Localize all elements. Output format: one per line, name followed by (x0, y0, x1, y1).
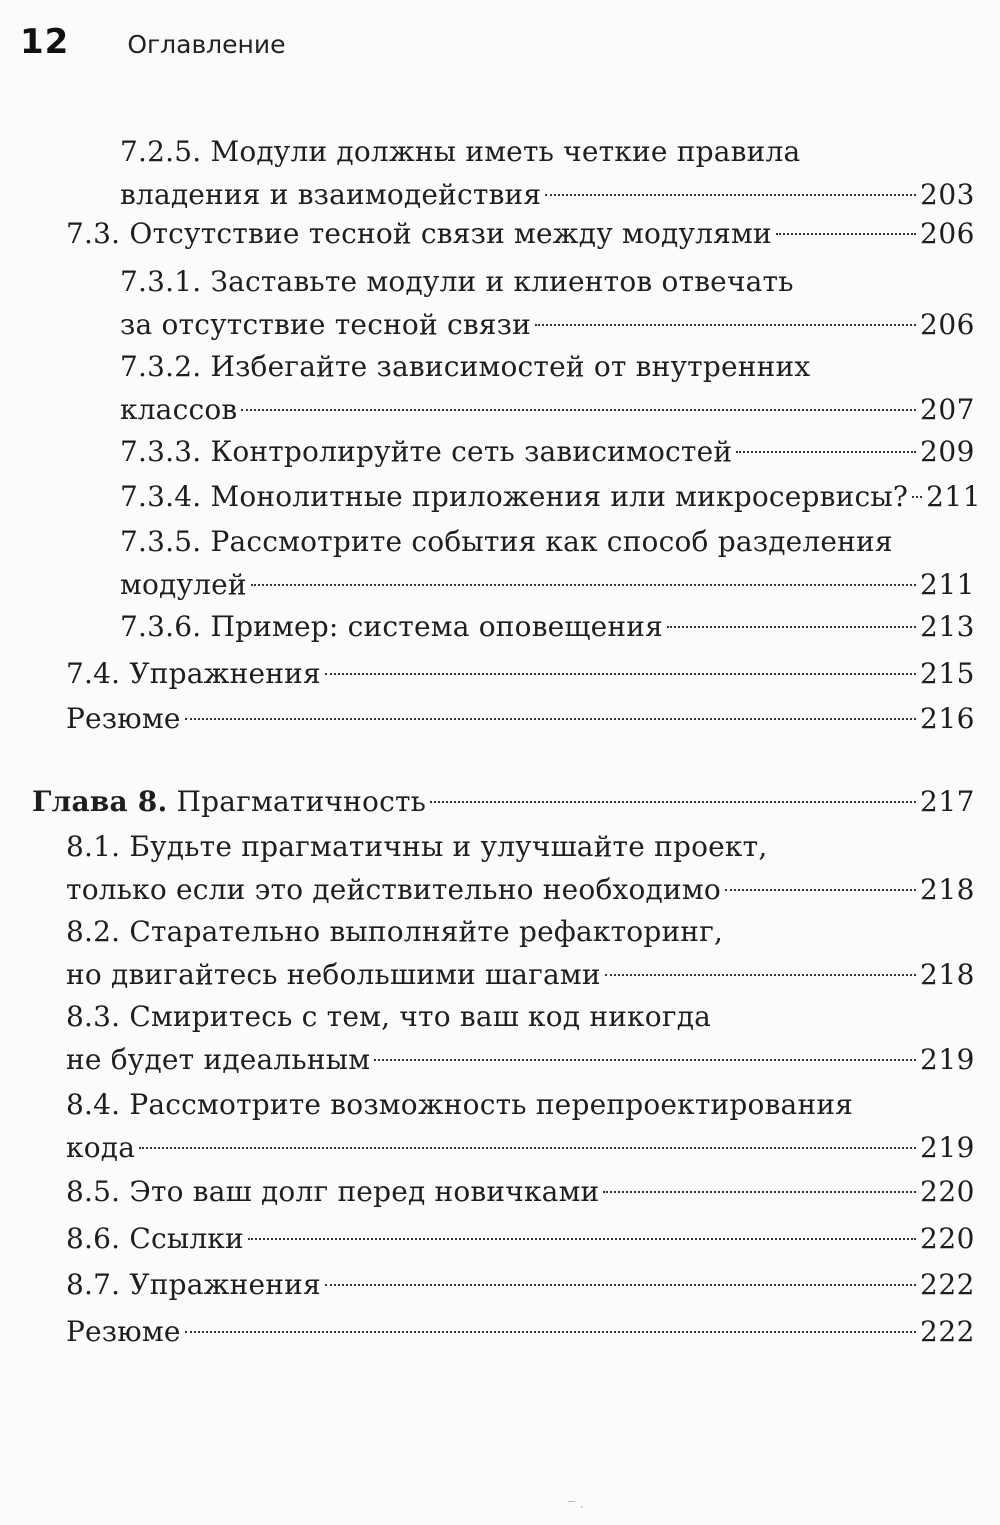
toc-entry-row (120, 563, 975, 606)
toc-entry-row (66, 1263, 975, 1306)
toc-entry-text: 7.3.4. Монолитные приложения или микросервисы? (120, 480, 909, 513)
toc-page-number: 217 (920, 785, 975, 818)
toc-entry-row (120, 173, 975, 216)
toc-page-number: 215 (920, 657, 975, 690)
toc-entry-row (120, 430, 975, 473)
dot-leader (241, 409, 916, 411)
dot-leader (605, 974, 916, 976)
toc-entry[interactable] (66, 1083, 975, 1169)
toc-page-number: 219 (920, 1043, 975, 1076)
dot-leader (912, 496, 922, 498)
toc-entry[interactable] (120, 430, 975, 473)
toc-entry-row (120, 475, 982, 518)
toc-page-number: 220 (920, 1175, 975, 1208)
toc-entry[interactable] (32, 780, 975, 823)
toc-page-number: 220 (920, 1222, 975, 1255)
toc-entry-text: 7.3.2. Избегайте зависимостей от внутренних (120, 350, 811, 383)
toc-entry[interactable] (120, 345, 975, 431)
scan-smudge: ‾ · (568, 1500, 584, 1516)
toc-entry-text: не будет идеальным (66, 1043, 371, 1076)
chapter-label: Глава 8. (32, 785, 168, 818)
toc-entry[interactable] (120, 475, 982, 518)
toc-entry-row (120, 303, 975, 346)
running-header (20, 22, 286, 62)
toc-entry-row (66, 868, 975, 911)
toc-page-number: 218 (920, 958, 975, 991)
dot-leader (185, 1331, 916, 1333)
dot-leader (535, 324, 916, 326)
toc-entry-row (32, 780, 975, 823)
toc-entry-text: 8.2. Старательно выполняйте рефакторинг, (66, 915, 724, 948)
toc-page-number: 222 (920, 1268, 975, 1301)
dot-leader (325, 1284, 916, 1286)
toc-entry-row (66, 1126, 975, 1169)
toc-entry-text: 7.3.6. Пример: система оповещения (120, 610, 664, 643)
dot-leader (736, 451, 916, 453)
toc-page-number: 211 (926, 480, 982, 513)
toc-entry[interactable] (66, 910, 975, 996)
toc-entry[interactable] (66, 697, 975, 740)
toc-entry[interactable] (120, 605, 975, 648)
dot-leader (325, 673, 916, 675)
dot-leader (667, 626, 916, 628)
toc-entry-text: 8.7. Упражнения (66, 1268, 321, 1301)
page-number: 12 (20, 22, 70, 62)
toc-entry-text: Резюме (66, 702, 181, 735)
toc-page-number: 207 (920, 393, 975, 426)
toc-entry[interactable] (66, 995, 975, 1081)
toc-entry-text: только если это действительно необходимо (66, 873, 721, 906)
toc-page-number: 216 (920, 702, 975, 735)
toc-entry-row (66, 652, 975, 695)
toc-entry[interactable] (66, 212, 975, 255)
toc-entry[interactable] (120, 130, 975, 216)
toc-entry[interactable] (120, 520, 975, 606)
toc-entry-text: классов (120, 393, 238, 426)
toc-entry-row (66, 1170, 975, 1213)
toc-page-number: 206 (920, 217, 975, 250)
dot-leader (248, 1238, 916, 1240)
toc-entry-row (66, 953, 975, 996)
toc-entry-text: 8.1. Будьте прагматичны и улучшайте проект, (66, 830, 768, 863)
toc-entry-row (66, 1217, 975, 1260)
toc-entry[interactable] (66, 1263, 975, 1306)
toc-entry[interactable] (66, 652, 975, 695)
toc-entry-row (120, 605, 975, 648)
toc-entry-text: владения и взаимодействия (120, 178, 542, 211)
toc-page-number: 222 (920, 1315, 975, 1348)
toc-entry-text: за отсутствие тесной связи (120, 308, 531, 341)
dot-leader (776, 233, 916, 235)
chapter-title: Прагматичность (176, 785, 427, 818)
toc-entry-text: 7.2.5. Модули должны иметь четкие правила (120, 135, 801, 168)
toc-entry-text: 7.3.3. Контролируйте сеть зависимостей (120, 435, 733, 468)
toc-page-number: 203 (920, 178, 975, 211)
toc-page-number: 209 (920, 435, 975, 468)
toc-page-number: 218 (920, 873, 975, 906)
toc-entry[interactable] (66, 1310, 975, 1353)
dot-leader (725, 889, 916, 891)
dot-leader (430, 801, 916, 803)
toc-entry-text: 8.3. Смиритесь с тем, что ваш код никогда (66, 1000, 712, 1033)
dot-leader (374, 1059, 916, 1061)
header-title: Оглавление (127, 30, 286, 59)
toc-entry-row (66, 212, 975, 255)
toc-entry[interactable] (66, 1217, 975, 1260)
toc-entry-row (66, 697, 975, 740)
toc-entry[interactable] (66, 825, 975, 911)
toc-page-number: 219 (920, 1131, 975, 1164)
toc-entry-text: 7.4. Упражнения (66, 657, 321, 690)
toc-entry-text: модулей (120, 568, 247, 601)
toc-entry-text: 8.5. Это ваш долг перед новичками (66, 1175, 600, 1208)
toc-entry-text: 7.3.5. Рассмотрите события как способ разделения (120, 525, 893, 558)
toc-entry-text: 7.3.1. Заставьте модули и клиентов отвечать (120, 265, 794, 298)
dot-leader (251, 584, 916, 586)
dot-leader (603, 1191, 916, 1193)
toc-entry[interactable] (66, 1170, 975, 1213)
toc-entry-row (120, 388, 975, 431)
toc-entry-text: 8.4. Рассмотрите возможность перепроектирования (66, 1088, 854, 1121)
dot-leader (545, 194, 916, 196)
toc-page-number: 211 (920, 568, 975, 601)
toc-entry-text (32, 780, 426, 823)
toc-entry-text: но двигайтесь небольшими шагами (66, 958, 601, 991)
toc-entry-text: 8.6. Ссылки (66, 1222, 244, 1255)
toc-entry[interactable] (120, 260, 975, 346)
toc-page-number: 213 (920, 610, 975, 643)
toc-page-number: 206 (920, 308, 975, 341)
toc-entry-row (66, 1038, 975, 1081)
toc-entry-text: 7.3. Отсутствие тесной связи между модулями (66, 217, 772, 250)
dot-leader (185, 718, 916, 720)
toc-entry-text: кода (66, 1131, 136, 1164)
toc-entry-text: Резюме (66, 1315, 181, 1348)
dot-leader (139, 1147, 916, 1149)
toc-entry-row (66, 1310, 975, 1353)
